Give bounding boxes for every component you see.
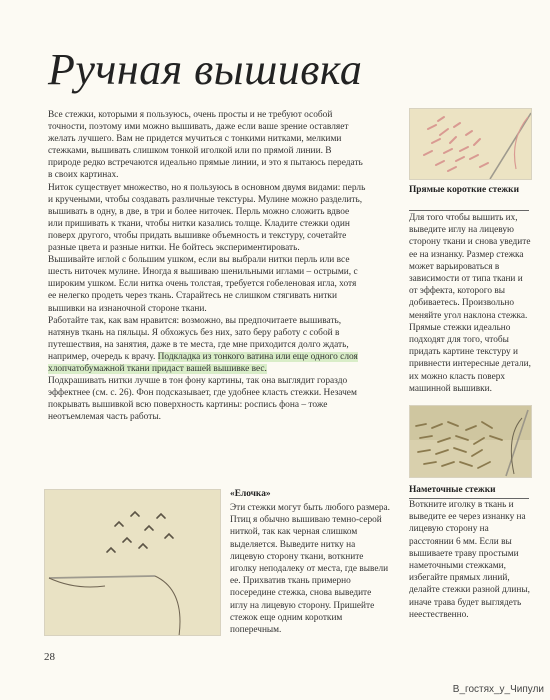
page-title: Ручная вышивка	[48, 45, 363, 94]
straight-stitch-illustration	[410, 109, 532, 180]
main-paragraph-3: Вышивайте иглой с большим ушком, если вы выбрали нитки перль или все шесть ниточек мулине. Иногда я вышиваю шенильными иглами – острыми, с широким ушком. Если нитка очень толстая, требуется гобеленовая игла, хотя ее нелегко продеть через ткань. Старайтесь не слишком стягивать нитки вышивки на изнаночной стороне ткани.	[48, 255, 358, 314]
sidebar-bottom-text: Воткните иголку в ткань и выведите ее через изнанку на лицевую сторону на расстоянии 6 мм. Если вы вышиваете траву простыми наметочными стежками, избегайте прямых линий, делайте стежки разной длины, иначе трава будет выглядеть неестественно.	[409, 500, 530, 620]
sidebar-bottom-heading: Наметочные стежки	[409, 485, 496, 495]
sidebar-top-text: Для того чтобы вышить их, выведите иглу на лицевую сторону ткани и снова уведите ее на изнанку. Размер стежка может варьироваться в зависимости от типа ткани и от эффекта, которого вы добиваетесь. Произвольно меняйте угол наклона стежка. Прямые стежки идеально подходят для того, чтобы придать картине текстуру и привнести интересные детали, их можно класть поверх машинной вышивки.	[409, 213, 531, 394]
straight-stitch-photo	[409, 108, 532, 180]
main-paragraph-2: Ниток существует множество, но я пользуюсь в основном двумя видами: перль и кручеными, чтобы создавать различные текстуры. Мулине можно разделить, вышивать в одну, в две, в три и более ниточек. Перль можно сложить вдвое или пришивать к ткани, чтобы нитки казались толще. Кладите стежки один поверх другого, чтобы придать вышивке объемность и текстуру, сочетайте разные цвета и разные нитки. Не бойтесь экспериментировать.	[48, 182, 366, 254]
main-paragraph-4-text: Работайте так, как вам нравится: возможно, вы предпочитаете вышивать, натянув ткань на пяльцы. Я обхожусь без них, зато беру работу с собой в путешествия, на занятия, даже в те места, где мне приходится долго ждать, например, очередь к врачу.	[48, 315, 349, 362]
main-paragraph-4	[48, 315, 366, 375]
main-text-column	[48, 109, 366, 423]
sidebar-top-rule	[409, 210, 529, 211]
main-paragraph-5: Подкрашивать нитки лучше в тон фону картины, так она выглядит гораздо эффектнее (см. с. 26). Фон подсказывает, где удобнее класть стежки. Незачем покрывать вышивкой всю поверхность картины: роспись фона – тоже неотъемлемая часть работы.	[48, 376, 357, 423]
sidebar-top-heading: Прямые короткие стежки	[409, 185, 519, 195]
page-number: 28	[44, 651, 55, 663]
watermark: В_гостях_у_Чипули	[452, 684, 544, 695]
feather-stitch-photo	[44, 489, 221, 636]
running-stitch-illustration	[410, 406, 532, 478]
feather-stitch-illustration	[45, 490, 221, 636]
center-box-heading: «Елочка»	[230, 489, 271, 499]
running-stitch-photo	[409, 405, 532, 478]
center-box-text: Эти стежки могут быть любого размера. Птиц я обычно вышиваю темно-серой ниткой, так как черная слишком выделяется. Выведите нитку на лицевую сторону ткани, воткните иголку неподалеку от места, где вывели ее. Прихватив ткань примерно посередине стежка, снова выведите иглу на лицевую сторону. Пришейте стежок еще одним коротким поперечным.	[230, 503, 390, 636]
main-paragraph-1: Все стежки, которыми я пользуюсь, очень просты и не требуют особой точности, поэтому ими можно вышивать, даже если ваше зрение оставляет желать лучшего. Вам не придется мучиться с тонкими нитками, мелкими стежками, вышивать слишком тонкой иголкой или по прямой линии. В природе редко встречаются идеально прямые линии, и это я пытаюсь передать в своих картинах.	[48, 110, 363, 181]
highlighted-sentence: Подкладка из тонкого ватина или еще одного слоя хлопчатобумажной ткани придаст вашей вышивке вес.	[48, 351, 358, 374]
